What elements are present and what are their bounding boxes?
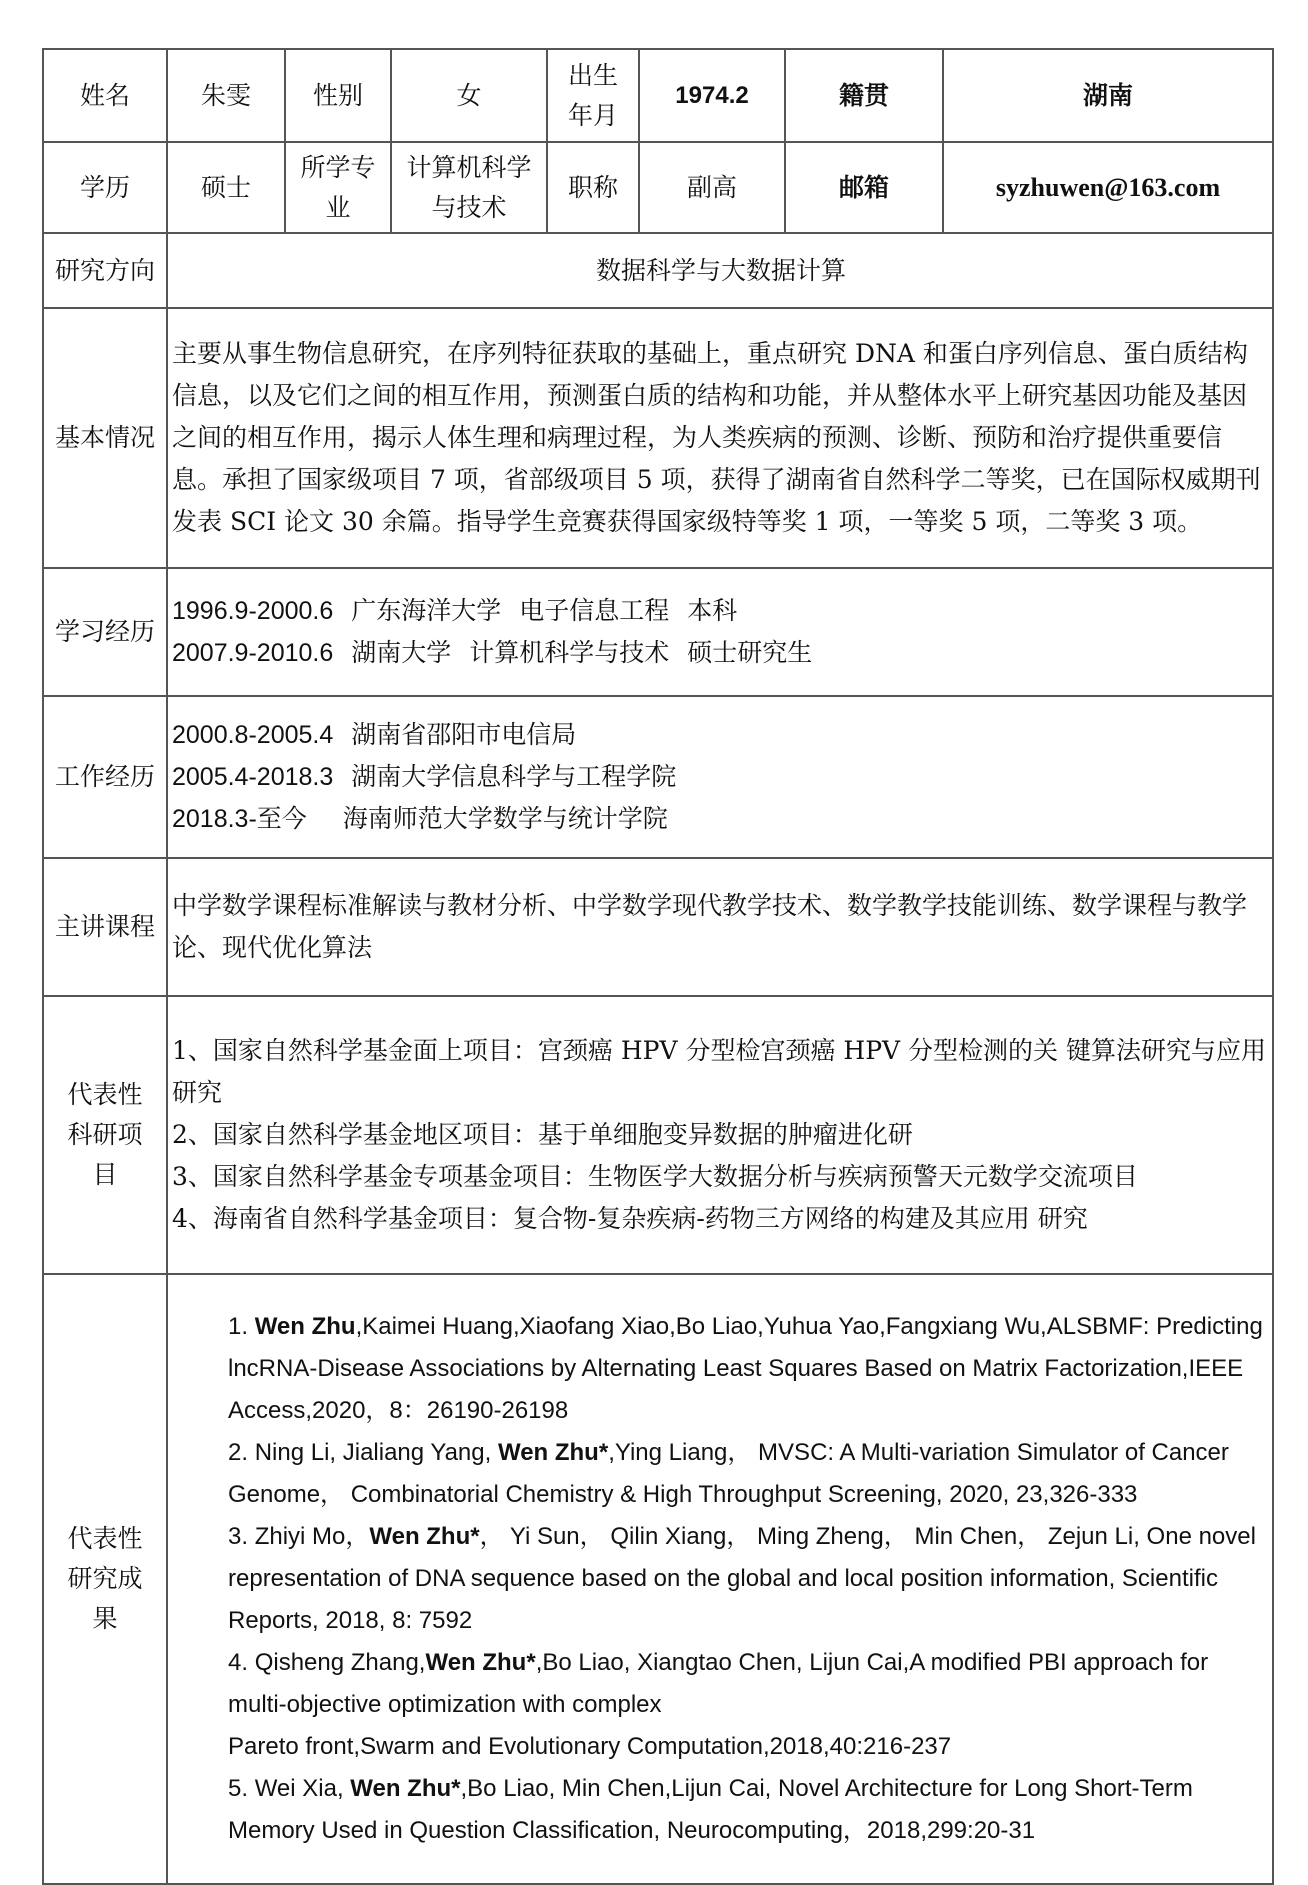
- row-basic-1: [43, 49, 1273, 142]
- study-major: 电子信息工程: [519, 596, 670, 625]
- education-value: 硕士: [167, 142, 285, 233]
- work-period: 2000.8-2005.4: [172, 721, 334, 749]
- author-self: Wen Zhu*: [350, 1775, 461, 1802]
- author-self: Wen Zhu*: [369, 1523, 480, 1550]
- courses-label: 主讲课程: [43, 858, 167, 996]
- name-value: 朱雯: [167, 49, 285, 142]
- gender-value: 女: [391, 49, 547, 142]
- author-self: Wen Zhu*: [497, 1439, 609, 1466]
- projects-list: [167, 996, 1273, 1274]
- major-value: 计算机科学与技术: [391, 142, 547, 233]
- row-courses: [43, 858, 1273, 996]
- work-item: [172, 756, 1270, 798]
- study-degree: 本科: [687, 596, 738, 625]
- project-item: 2、国家自然科学基金地区项目：基于单细胞变异数据的肿瘤进化研: [172, 1120, 913, 1149]
- birth-value: 1974.2: [639, 49, 785, 142]
- study-item: [172, 632, 1270, 674]
- title-label: 职称: [547, 142, 639, 233]
- project-item: 3、国家自然科学基金专项基金项目：生物医学大数据分析与疾病预警天元数学交流项目: [172, 1162, 1138, 1191]
- email-label: 邮箱: [785, 142, 943, 233]
- work-list: [167, 696, 1273, 858]
- author-self: Wen Zhu*: [425, 1649, 536, 1676]
- study-period: 1996.9-2000.6: [172, 597, 334, 625]
- row-work: [43, 696, 1273, 858]
- study-label: 学习经历: [43, 568, 167, 696]
- work-item: [172, 798, 1270, 840]
- email-value: syzhuwen@163.com: [943, 142, 1273, 233]
- research-value: 数据科学与大数据计算: [167, 233, 1273, 308]
- row-research: [43, 233, 1273, 308]
- project-item: 1、国家自然科学基金面上项目：宫颈癌 HPV 分型检宫颈癌 HPV 分型检测的关 键算法研究与应用研究: [172, 1036, 1266, 1107]
- basic-label: 基本情况: [43, 308, 167, 568]
- publication-item: 3. Zhiyi Mo，Wen Zhu*， Yi Sun， Qilin Xiang， Ming Zheng， Min Chen， Zejun Li, One novel representation of DNA sequence based on the global and local position information, Scientific Reports, 2018, 8: 7592: [228, 1523, 1256, 1634]
- row-study: [43, 568, 1273, 696]
- major-label: 所学专业: [285, 142, 391, 233]
- work-period: 2018.3-至今: [172, 805, 307, 833]
- resume-table: [42, 48, 1274, 1885]
- title-value: 副高: [639, 142, 785, 233]
- publication-list: [167, 1274, 1273, 1884]
- work-label: 工作经历: [43, 696, 167, 858]
- row-projects: [43, 996, 1273, 1274]
- study-school: 湖南大学: [351, 638, 452, 667]
- education-label: 学历: [43, 142, 167, 233]
- native-label: 籍贯: [785, 49, 943, 142]
- basic-info-text: 主要从事生物信息研究，在序列特征获取的基础上，重点研究 DNA 和蛋白序列信息、蛋白质结构信息，以及它们之间的相互作用，预测蛋白质的结构和功能，并从整体水平上研究基因功能及基因之间的相互作用，揭示人体生理和病理过程，为人类疾病的预测、诊断、预防和治疗提供重要信息。承担了国家级项目 7 项，省部级项目 5 项，获得了湖南省自然科学二等奖，已在国际权威期刊发表 SCI 论文 30 余篇。指导学生竞赛获得国家级特等奖 1 项，一等奖 5 项，二等奖 3 项。: [167, 308, 1273, 568]
- work-org: 海南师范大学数学与统计学院: [342, 804, 668, 833]
- publication-item: 4. Qisheng Zhang,Wen Zhu*,Bo Liao, Xiangtao Chen, Lijun Cai,A modified PBI approach for multi-objective optimization with complex Pareto front,Swarm and Evolutionary Computation,2018,40:216-237: [228, 1649, 1209, 1760]
- row-results: [43, 1274, 1273, 1884]
- project-item: 4、海南省自然科学基金项目：复合物-复杂疾病-药物三方网络的构建及其应用 研究: [172, 1204, 1088, 1233]
- publication-item: 1. Wen Zhu,Kaimei Huang,Xiaofang Xiao,Bo Liao,Yuhua Yao,Fangxiang Wu,ALSBMF: Predicting lncRNA-Disease Associations by Alternating Least Squares Based on Matrix Factorization,IEEE Access,2020，8：26190-26198: [228, 1313, 1263, 1424]
- work-org: 湖南大学信息科学与工程学院: [351, 762, 677, 791]
- work-org: 湖南省邵阳市电信局: [351, 720, 577, 749]
- publication-item: 5. Wei Xia, Wen Zhu*,Bo Liao, Min Chen,Lijun Cai, Novel Architecture for Long Short-Term Memory Used in Question Classification, Neurocomputing，2018,299:20-31: [228, 1775, 1193, 1844]
- study-list: [167, 568, 1273, 696]
- work-period: 2005.4-2018.3: [172, 763, 334, 791]
- work-item: [172, 714, 1270, 756]
- study-school: 广东海洋大学: [351, 596, 502, 625]
- name-label: 姓名: [43, 49, 167, 142]
- study-major: 计算机科学与技术: [469, 638, 670, 667]
- publication-item: 2. Ning Li, Jialiang Yang, Wen Zhu*,Ying Liang， MVSC: A Multi-variation Simulator of Cancer Genome， Combinatorial Chemistry & High Throughput Screening, 2020, 23,326-333: [228, 1439, 1229, 1508]
- author-self: Wen Zhu: [254, 1313, 356, 1340]
- results-label: 代表性研究成果: [43, 1274, 167, 1884]
- row-basic-2: [43, 142, 1273, 233]
- study-period: 2007.9-2010.6: [172, 639, 334, 667]
- study-item: [172, 590, 1270, 632]
- courses-text: 中学数学课程标准解读与教材分析、中学数学现代教学技术、数学教学技能训练、数学课程与教学论、现代优化算法: [167, 858, 1273, 996]
- native-value: 湖南: [943, 49, 1273, 142]
- study-degree: 硕士研究生: [687, 638, 813, 667]
- projects-label: 代表性科研项目: [43, 996, 167, 1274]
- research-label: 研究方向: [43, 233, 167, 308]
- birth-label: 出生年月: [547, 49, 639, 142]
- gender-label: 性别: [285, 49, 391, 142]
- row-basic-info: [43, 308, 1273, 568]
